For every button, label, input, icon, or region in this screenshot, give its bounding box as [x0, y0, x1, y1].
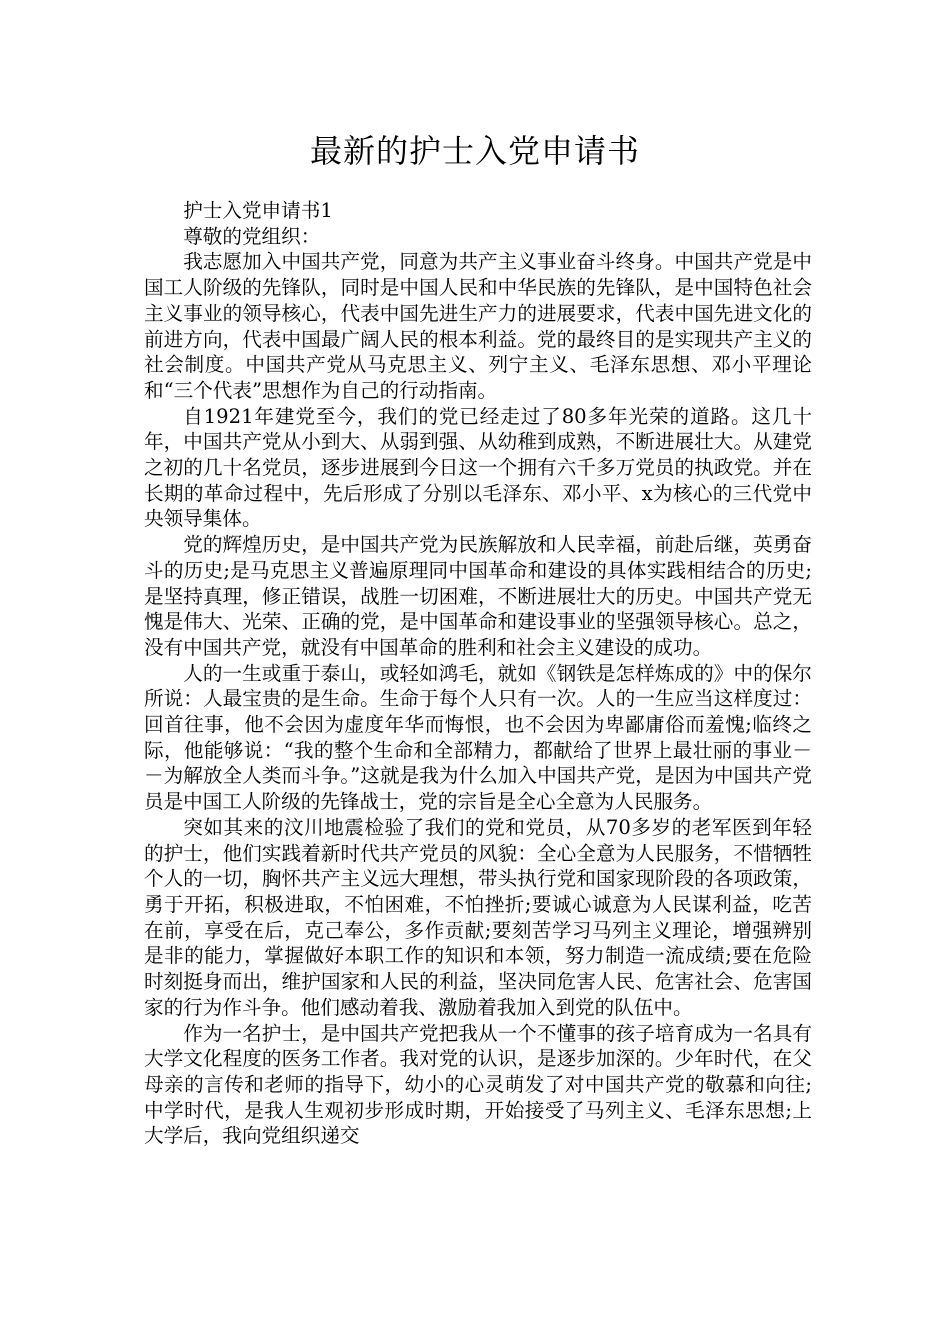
- paragraph-6: 作为一名护士，是中国共产党把我从一个不懂事的孩子培育成为一名具有大学文化程度的医务工作者。我对党的认识，是逐步加深的。少年时代，在父母亲的言传和老师的指导下，幼小的心灵萌发了对中国共产党的敬慕和向往;中学时代，是我人生观初步形成时期，开始接受了马列主义、毛泽东思想;上大学后，我向党组织递交: [144, 1021, 812, 1148]
- paragraph-1: 我志愿加入中国共产党，同意为共产主义事业奋斗终身。中国共产党是中国工人阶级的先锋队，同时是中国人民和中华民族的先锋队，是中国特色社会主义事业的领导核心，代表中国先进生产力的进展要求，代表中国先进文化的前进方向，代表中国最广阔人民的根本利益。党的最终目的是实现共产主义的社会制度。中国共产党从马克思主义、列宁主义、毛泽东思想、邓小平理论和“三个代表”思想作为自己的行动指南。: [144, 250, 812, 402]
- paragraph-5: 突如其来的汶川地震检验了我们的党和党员，从70多岁的老军医到年轻的护士，他们实践着新时代共产党员的风貌：全心全意为人民服务，不惜牺牲个人的一切，胸怀共产主义远大理想，带头执行党和国家现阶段的各项政策，勇于开拓，积极进取，不怕困难，不怕挫折;要诚心诚意为人民谋利益，吃苦在前，享受在后，克己奉公，多作贡献;要刻苦学习马列主义理论，增强辨别是非的能力，掌握做好本职工作的知识和本领，努力制造一流成绩;要在危险时刻挺身而出，维护国家和人民的利益，坚决同危害人民、危害社会、危害国家的行为作斗争。他们感动着我、激励着我加入到党的队伍中。: [144, 815, 812, 1019]
- document-title: 最新的护士入党申请书: [309, 132, 640, 170]
- document-body: [144, 198, 812, 1149]
- paragraph-3: 党的辉煌历史，是中国共产党为民族解放和人民幸福，前赴后继，英勇奋斗的历史;是马克思主义普遍原理同中国革命和建设的具体实践相结合的历史;是坚持真理，修正错误，战胜一切困难，不断进展壮大的历史。中国共产党无愧是伟大、光荣、正确的党，是中国革命和建设事业的坚强领导核心。总之，没有中国共产党，就没有中国革命的胜利和社会主义建设的成功。: [144, 533, 812, 659]
- salutation: 尊敬的党组织：: [183, 224, 321, 248]
- paragraph-2: 自1921年建党至今，我们的党已经走过了80多年光荣的道路。这几十年，中国共产党从小到大、从弱到强、从幼稚到成熟，不断进展壮大。从建党之初的几十名党员，逐步进展到今日这一个拥有六千多万党员的执政党。并在长期的革命过程中，先后形成了分别以毛泽东、邓小平、x为核心的三代党中央领导集体。: [144, 404, 812, 531]
- paragraph-4: 人的一生或重于泰山，或轻如鸿毛，就如《钢铁是怎样炼成的》中的保尔所说：人最宝贵的是生命。生命于每个人只有一次。人的一生应当这样度过：回首往事，他不会因为虚度年华而悔恨，也不会因为卑鄙庸俗而羞愧;临终之际，他能够说：“我的整个生命和全部精力，都献给了世界上最壮丽的事业－－为解放全人类而斗争。”这就是我为什么加入中国共产党，是因为中国共产党员是中国工人阶级的先锋战士，党的宗旨是全心全意为人民服务。: [144, 661, 812, 814]
- section-heading: 护士入党申请书1: [183, 199, 333, 222]
